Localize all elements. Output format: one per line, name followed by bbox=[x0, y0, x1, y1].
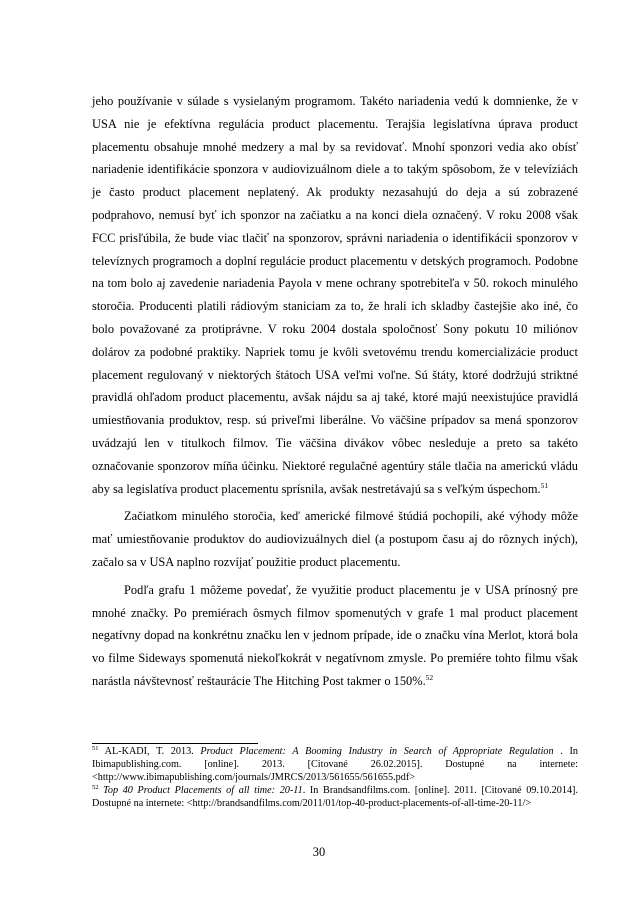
footnote-title: Top 40 Product Placements of all time: 20-11 bbox=[103, 784, 303, 796]
main-text bbox=[92, 90, 578, 693]
footnote-51: $^{51}$ AL-KADI, T. 2013. Product Placement: A Booming Industry in Search of Appropriate Regulation . In Ibimapublishing.com. [online]. 2013. [Citované 26.02.2015]. Dostupné na internete: <http://www.ibimapublishing.com/journals/JMRCS/2013/561655/561655.pdf> bbox=[92, 745, 578, 783]
footnotes bbox=[92, 746, 578, 811]
paragraph-history: Začiatkom minulého storočia, keď americké filmové štúdiá pochopili, aké výhody môže mať umiestňovanie produktov do audiovizuálnych diel (a postupom času aj do rôznych iných), začalo sa v USA naplno rozvíjať použitie product placementu. bbox=[92, 509, 578, 569]
footnote-ref-52[interactable]: 52 bbox=[425, 672, 434, 682]
footnote-title: Product Placement: A Booming Industry in Search of Appropriate Regulation bbox=[200, 746, 554, 757]
footnote-ref-51[interactable]: 51 bbox=[540, 480, 549, 490]
paragraph-regulation: jeho používanie v súlade s vysielaným programom. Takéto nariadenia vedú k domnienke, že v USA nie je efektívna regulácia product placementu. Terajšia legislatívna úprava product placementu obsahuje mnohé medzery a mal by sa revidovať. Mnohí sponzori vedia ako obísť nariadenie identifikácie sponzora v audiovizuálnom diele a to takým spôsobom, že v televíziách je často product placement neplatený. Ak produkty nezasahujú do deja a sú zobrazené podprahovo, nemusí byť ich sponzor na začiatku a na konci diela označený. V roku 2008 však FCC prisľúbila, že bude viac tlačiť na sponzorov, správni nariadenia o identifikácii sponzorov v televíznych programoch a doplní regulácie product placementu v detských programoch. Podobne na tom bolo aj zavedenie nariadenia Payola v mene ochrany spotrebiteľa v 50. rokoch minulého storočia. Producenti platili rádiovým staniciam za to, že hrali ich skladby častejšie ako iné, čo bolo považované za protiprávne. V roku 2004 dostala spoločnosť Sony pokutu 10 miliónov dolárov za podobné praktiky. Napriek tomu je kvôli svetovému trendu komercializácie product placement regulovaný v niektorých štátoch USA veľmi voľne. Sú štáty, ktoré dodržujú striktné pravidlá ohľadom product placementu, avšak nájdu sa aj také, ktoré majú neexistujúce pravidlá umiestňovania produktov, resp. sú priveľmi liberálne. Vo väčšine prípadov sa mená sponzorov uvádzajú len v titulkoch filmov. Tie väčšina divákov vôbec nesleduje a preto sa takéto označovanie sponzorov míňa účinku. Niektoré regulačné agentúry stále tlačia na americkú vládu aby sa legislatíva product placementu sprísnila, avšak nestretávajú sa s veľkým úspechom.$^{51}$ bbox=[92, 94, 578, 496]
footnote-separator bbox=[92, 743, 258, 744]
footnote-52: $^{52}$ Top 40 Product Placements of all time: 20-11. In Brandsandfilms.com. [online]. 2011. [Citované 09.10.2014]. Dostupné na internete: <http://brandsandfilms.com/2011/01/top-40-product-placements-of-all-time-20-11/> bbox=[92, 783, 578, 809]
paragraph-chart-analysis: Podľa grafu 1 môžeme povedať, že využitie product placementu je v USA prínosný pre mnohé značky. Po premiérach ôsmych filmov spomenutých v grafe 1 mal product placement negatívny dopad na konkrétnu značku len v jednom prípade, ide o značku vína Merlot, ktorá bola vo filme Sideways spomenutá niekoľkokrát v negatívnom zmysle. Po premiére tohto filmu však narástla návštevnosť reštaurácie The Hitching Post takmer o 150%.$^{52}$ bbox=[92, 582, 578, 688]
page-number: 30 bbox=[312, 845, 326, 859]
